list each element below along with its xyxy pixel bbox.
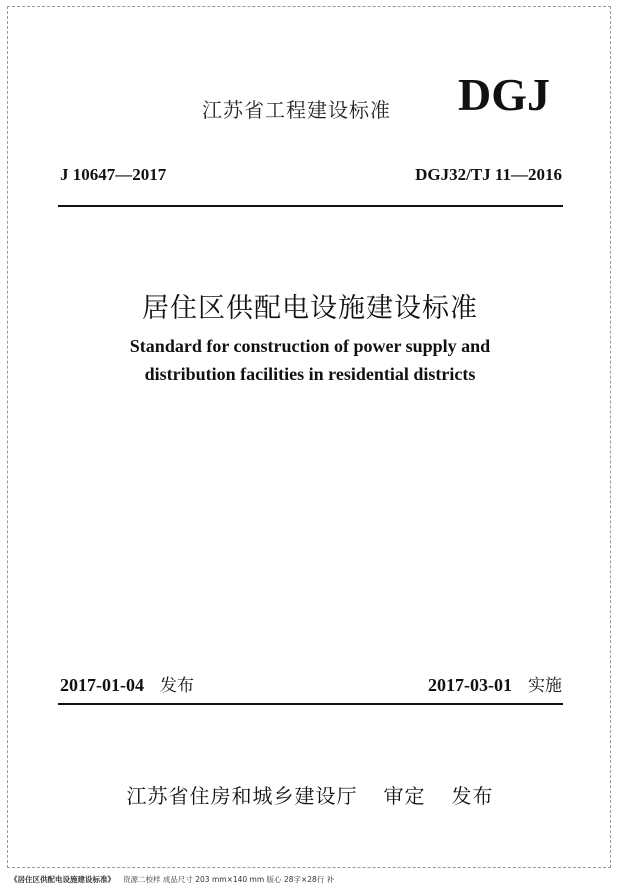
issue-date-block (60, 671, 194, 696)
publish-label: 发布 (451, 784, 494, 808)
dgj-code-mark: DGJ (458, 69, 550, 120)
publishing-authority (0, 780, 620, 809)
top-divider (58, 205, 563, 207)
implement-date-block (428, 671, 562, 696)
implement-date: 2017-03-01 (428, 675, 512, 695)
issue-date: 2017-01-04 (60, 675, 144, 695)
title-english-line1: Standard for construction of power supply and (129, 336, 491, 356)
footer-book-title: 《居住区供配电设施建设标准》 (10, 875, 115, 884)
approve-label: 审定 (383, 784, 426, 808)
authority-department: 江苏省住房和城乡建设厅 (126, 784, 358, 808)
title-english-line2: distribution facilities in residential districts (144, 364, 476, 384)
bottom-divider (58, 703, 563, 705)
print-footer-note (10, 874, 334, 885)
record-number: J 10647—2017 (60, 165, 167, 184)
standard-number: DGJ32/TJ 11—2016 (415, 165, 562, 184)
page-border (7, 6, 611, 868)
province-standard-label: 江苏省工程建设标准 (202, 98, 391, 122)
footer-print-info: 资源二校样 成品尺寸 203 mm×140 mm 版心 28字×28行 补 (123, 875, 335, 884)
title-chinese: 居住区供配电设施建设标准 (142, 293, 478, 324)
issue-label: 发布 (160, 676, 194, 696)
implement-label: 实施 (528, 676, 562, 696)
